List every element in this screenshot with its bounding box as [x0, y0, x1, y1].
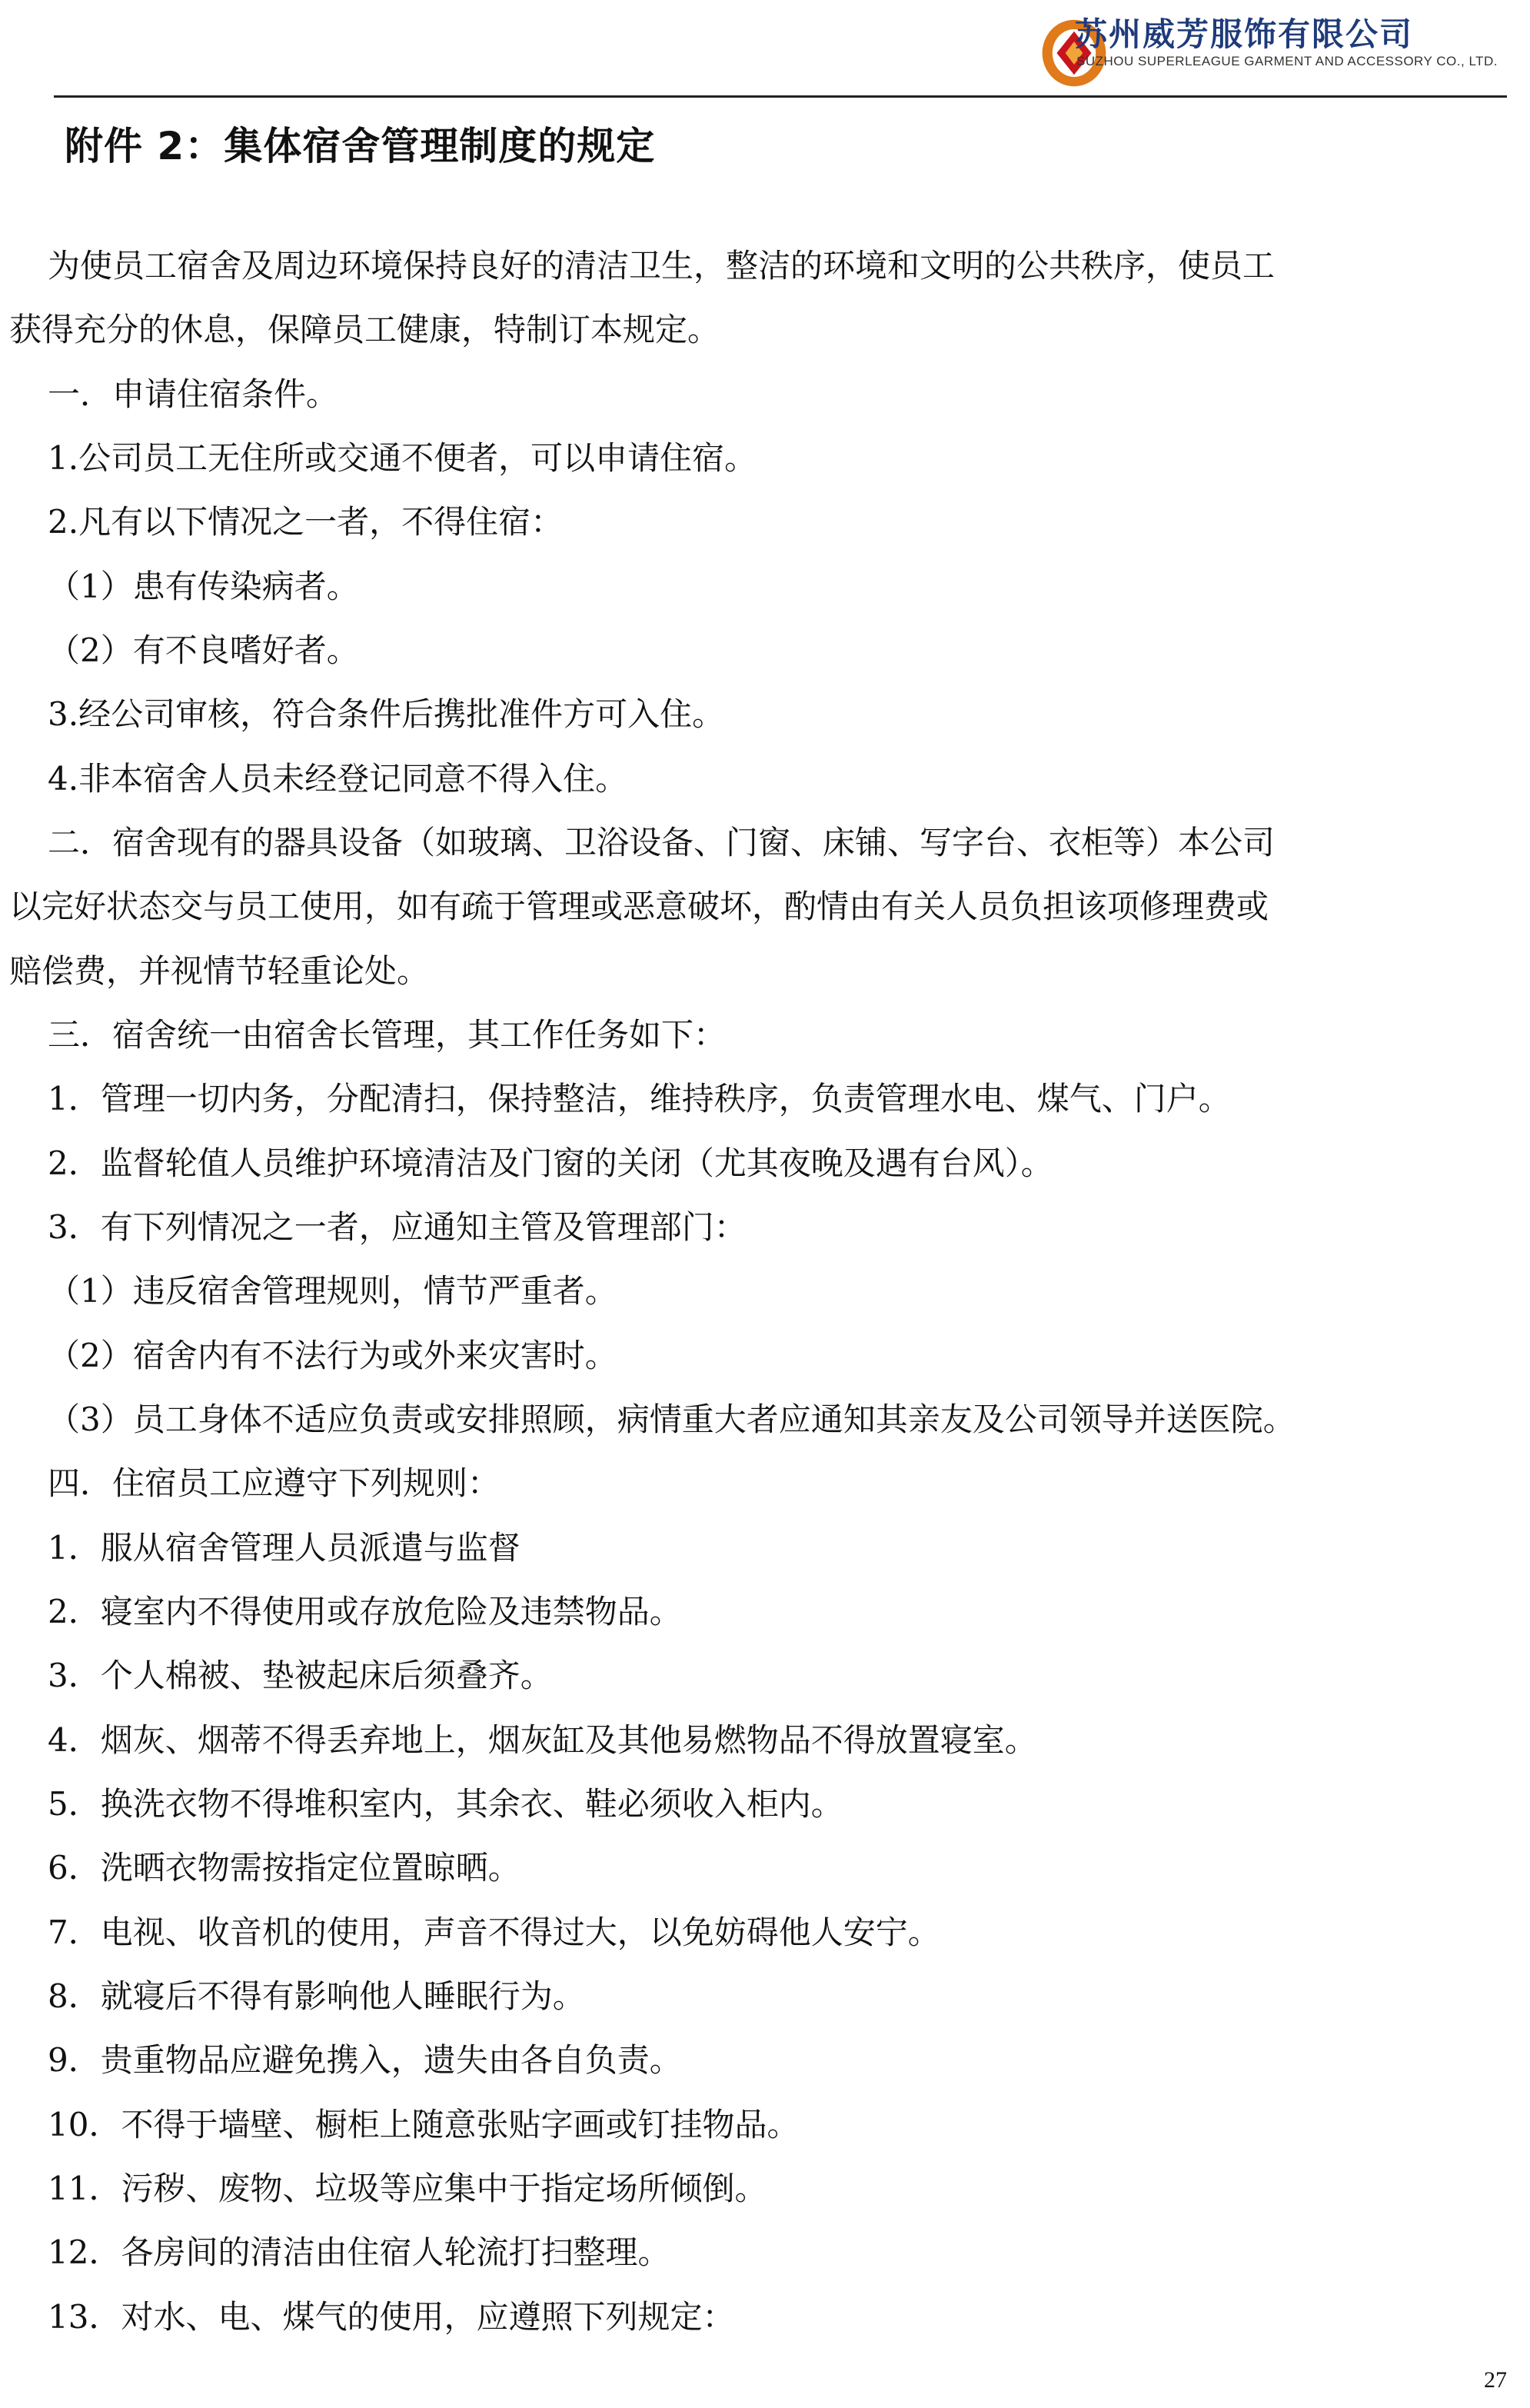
list-item: 2.凡有以下情况之一者，不得住宿：: [48, 503, 564, 541]
list-item: 4．烟灰、烟蒂不得丢弃地上，烟灰缸及其他易燃物品不得放置寝室。: [48, 1721, 1037, 1759]
section-heading: 一．申请住宿条件。: [48, 375, 339, 413]
list-item: 12．各房间的清洁由住宿人轮流打扫整理。: [48, 2233, 670, 2271]
list-item: 3.经公司审核，符合条件后携批准件方可入住。: [48, 695, 725, 733]
list-item: 4.非本宿舍人员未经登记同意不得入住。: [48, 760, 628, 798]
sub-list-item: （1）患有传染病者。: [48, 568, 359, 605]
list-item: 1．管理一切内务，分配清扫，保持整洁，维持秩序，负责管理水电、煤气、门户。: [48, 1080, 1231, 1117]
list-item: 13．对水、电、煤气的使用，应遵照下列规定：: [48, 2298, 735, 2336]
list-item: 11．污秽、废物、垃圾等应集中于指定场所倾倒。: [48, 2170, 767, 2207]
paragraph-line: 获得充分的休息，保障员工健康，特制订本规定。: [9, 311, 720, 348]
sub-list-item: （3）员工身体不适应负责或安排照顾，病情重大者应通知其亲友及公司领导并送医院。: [48, 1401, 1296, 1438]
list-item: 1.公司员工无住所或交通不便者，可以申请住宿。: [48, 439, 757, 477]
list-item: 8．就寝后不得有影响他人睡眠行为。: [48, 1977, 585, 2015]
list-item: 5．换洗衣物不得堆积室内，其余衣、鞋必须收入柜内。: [48, 1785, 843, 1823]
document-title: 附件 2：集体宿舍管理制度的规定: [65, 124, 656, 168]
section-heading: 三．宿舍统一由宿舍长管理，其工作任务如下：: [48, 1016, 727, 1054]
list-item: 3．个人棉被、垫被起床后须叠齐。: [48, 1657, 553, 1694]
list-item: 2．监督轮值人员维护环境清洁及门窗的关闭（尤其夜晚及遇有台风）。: [48, 1144, 1053, 1182]
sub-list-item: （2）有不良嗜好者。: [48, 631, 359, 669]
paragraph-line: 以完好状态交与员工使用，如有疏于管理或恶意破坏，酌情由有关人员负担该项修理费或: [9, 888, 1269, 925]
list-item: 2．寝室内不得使用或存放危险及违禁物品。: [48, 1593, 682, 1630]
company-name-cn: 苏州威芳服饰有限公司: [1075, 15, 1414, 53]
list-item: 3．有下列情况之一者，应通知主管及管理部门：: [48, 1208, 747, 1246]
list-item: 6．洗晒衣物需按指定位置晾晒。: [48, 1849, 521, 1887]
list-item: 10．不得于墙壁、橱柜上随意张贴字画或钉挂物品。: [48, 2106, 800, 2143]
sub-list-item: （1）违反宿舍管理规则，情节严重者。: [48, 1272, 617, 1310]
list-item: 7．电视、收音机的使用，声音不得过大，以免妨碍他人安宁。: [48, 1913, 940, 1951]
list-item: 9．贵重物品应避免携入，遗失由各自负责。: [48, 2041, 682, 2079]
page-number: 27: [1484, 2367, 1507, 2393]
company-name-en: SUZHOU SUPERLEAGUE GARMENT AND ACCESSORY CO., LTD.: [1076, 54, 1498, 68]
section-heading: 二．宿舍现有的器具设备（如玻璃、卫浴设备、门窗、床铺、写字台、衣柜等）本公司: [48, 824, 1276, 861]
header-divider: [54, 95, 1507, 98]
sub-list-item: （2）宿舍内有不法行为或外来灾害时。: [48, 1337, 617, 1374]
paragraph-line: 赔偿费，并视情节轻重论处。: [9, 952, 430, 990]
list-item: 1．服从宿舍管理人员派遣与监督: [48, 1529, 521, 1567]
paragraph-line: 为使员工宿舍及周边环境保持良好的清洁卫生，整洁的环境和文明的公共秩序，使员工: [48, 247, 1276, 285]
section-heading: 四．住宿员工应遵守下列规则：: [48, 1464, 501, 1502]
